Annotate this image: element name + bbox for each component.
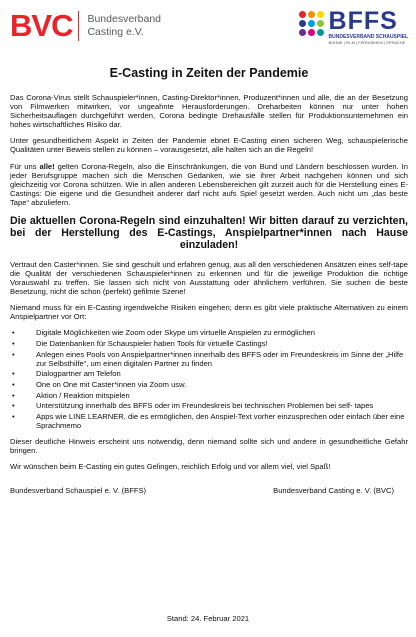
bvc-logo-mark: BVC	[10, 8, 73, 43]
list-item: • Unterstützung innerhalb des BFFS oder im Freundeskreis bei technischen Problemen bei self- tapes	[10, 401, 408, 410]
paragraph-notice: Dieser deutliche Hinweis erscheint uns notwendig, denn niemand sollte sich und andere in gesundheitliche Gefahr bringen.	[10, 437, 408, 456]
paragraph-trust: Vertraut den Caster*innen. Sie sind geschult und erfahren genug, aus all den verschiedenen Ansätzen eines self-tape die Qualität der verschiedenen Schauspieler*innen zu erkennen und für die jeweilige Produktion die richtige Vorauswahl zu treffen. Sie lassen sich nicht von Ausstattung oder ähnlichem verführen. Sie suchen die beste Besetzung, nicht die schon (perfekt) gefilmte Szene!	[10, 259, 408, 296]
bvc-logo-line2: Casting e.V.	[87, 26, 144, 38]
list-item: • Aktion / Reaktion mitspielen	[10, 391, 408, 400]
callout-warning: Die aktuellen Corona-Regeln sind einzuhalten! Wir bitten darauf zu verzichten, bei der Herstellung des E-Castings, Anspielpartner*innen nach Hause einzuladen!	[10, 215, 408, 252]
paragraph-closing: Wir wünschen beim E-Casting ein gutes Gelingen, reichlich Erfolg und vor allem viel, viel Spaß!	[10, 462, 331, 472]
bvc-logo-divider	[78, 11, 79, 41]
paragraph-rules	[10, 162, 408, 207]
rules-emphasis: alle!	[39, 161, 55, 171]
signature-row	[10, 486, 408, 495]
bffs-logo-tagline: BÜHNE | FILM | FERNSEHEN | SPRACHE	[328, 40, 406, 45]
document-date: Stand: 24. Februar 2021	[166, 614, 250, 623]
list-item: • Die Datenbanken für Schauspieler haben Tools für virtuelle Castings!	[10, 339, 408, 348]
bffs-logo	[299, 8, 408, 45]
paragraph-safety: Unter gesundheitlichem Aspekt in Zeiten der Pandemie ebnet E-Casting einen sicheren Weg, schauspielerische Qualitäten unter Beweis stellen zu können – vorausgesetzt, alle halten sich an die Regeln!	[10, 136, 408, 155]
alternatives-list	[10, 328, 408, 430]
signature-bffs: Bundesverband Schauspiel e. V. (BFFS)	[10, 485, 147, 495]
list-item: • Digitale Möglichkeiten wie Zoom oder Skype um virtuelle Anspielen zu ermöglichen	[10, 328, 408, 337]
bvc-logo	[10, 10, 161, 42]
bvc-logo-name	[87, 13, 161, 39]
list-item: • Apps wie LINE LEARNER, die es ermöglichen, den Anspiel-Text vorher einzusprechen oder einfach über eine Sprachmemo	[10, 412, 408, 430]
paragraph-alternatives: Niemand muss für ein E-Casting irgendwelche Risiken eingehen; denn es gibt viele praktische Alternativen zu einem Anspielpartner vor Ort:	[10, 303, 408, 322]
list-item: • One on One mit Caster*innen via Zoom usw.	[10, 380, 408, 389]
bffs-logo-mark: BFFS	[328, 7, 398, 35]
document-title: E-Casting in Zeiten der Pandemie	[109, 66, 309, 80]
list-item: • Anlegen eines Pools von Anspielpartner*innen innerhalb des BFFS oder im Freundeskreis im Sinne der „Hilfe zur Selbsthilfe“, um einen digitalen Partner zu finden	[10, 350, 408, 368]
list-item: • Dialogpartner am Telefon	[10, 369, 408, 378]
signature-bvc: Bundesverband Casting e. V. (BVC)	[273, 485, 394, 495]
paragraph-intro: Das Corona-Virus stellt Schauspieler*innen, Casting-Direktor*innen, Produzent*innen und alle, die an der Besetzung von Filmwerken mitwirken, vor ungeahnte Herausforderungen. Dreharbeiten können nur unter hohen Sicherheitsauflagen durchgeführt werden, Corona bedingte Drehausfälle stellen für Produktionsunternehmen ein hohes wirtschaftliches Risiko dar.	[10, 93, 408, 130]
document-body	[10, 66, 408, 495]
rules-text: gelten Corona-Regeln, also die Einschränkungen, die von Bund und Ländern beschlossen wurden. In jeder Berufsgruppe machen sich die Menschen Gedanken, wie sie ihrer Arbeit nachgehen können und sich gleichzeitig vor Corona schützen. Wie in allen anderen Lebensbereichen gilt zurzeit auch für die Herstellung eines E-Castings: Die eigene und die Gesundheit anderer darf nicht aufs Spiel gesetzt werden. Auch nicht um „das beste Tape“ abzuliefern.	[10, 161, 409, 207]
rules-lead: Für uns	[10, 161, 40, 171]
bffs-logo-subtitle: BUNDESVERBAND SCHAUSPIEL	[328, 34, 408, 40]
letterhead	[0, 0, 416, 52]
bffs-dots-icon	[299, 11, 324, 36]
bvc-logo-line1: Bundesverband	[87, 13, 162, 25]
